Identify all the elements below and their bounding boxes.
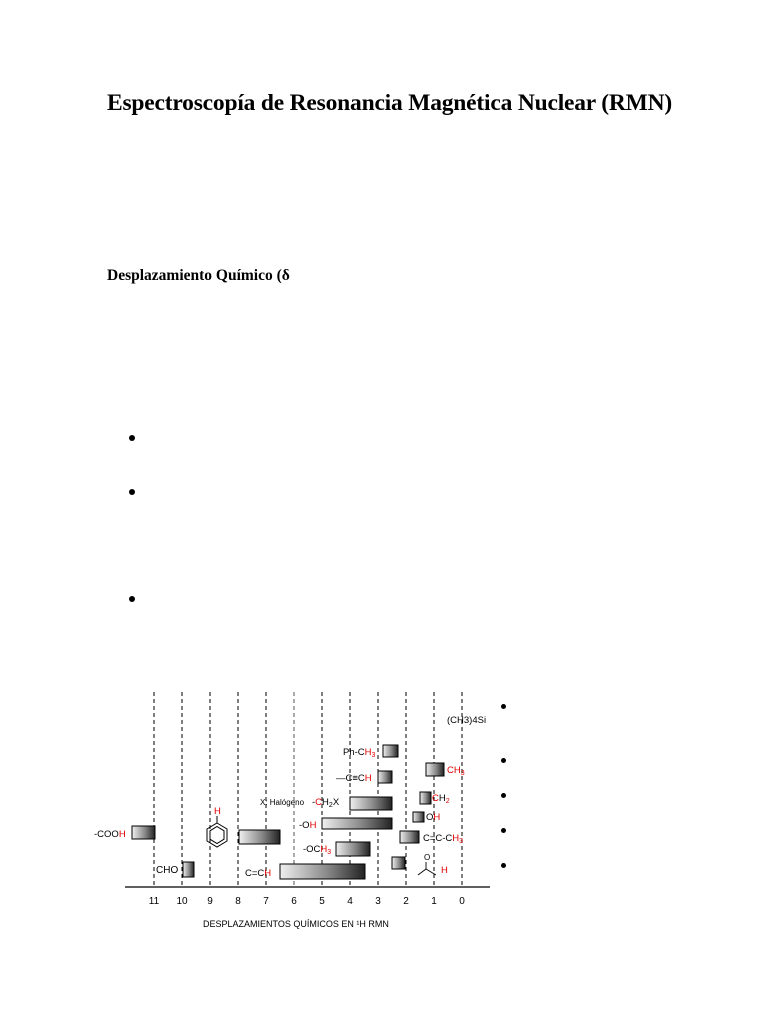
bar-cooh — [132, 826, 155, 839]
label-ch3: $CH_3$ — [447, 765, 465, 777]
tick-9: 9 — [207, 896, 213, 907]
aromatic-h-label: H — [214, 806, 221, 817]
x-axis-label: DESPLAZAMIENTOS QUÍMICOS EN ¹H RMN — [203, 919, 389, 929]
label-ph-ch3: $Ph-CH_3$ — [343, 747, 376, 759]
tick-7: 7 — [263, 896, 269, 907]
section-heading: Desplazamiento Químico (δ — [107, 267, 290, 284]
bar-ch2x — [350, 797, 392, 810]
label-oh: -OH — [299, 820, 317, 831]
bar-ch2 — [420, 792, 431, 804]
label-carbonyl-h: H — [441, 865, 448, 876]
tick-1: 1 — [431, 896, 437, 907]
tick-2: 2 — [403, 896, 409, 907]
label-allylic-ch3: $C=C-CH_3$ — [423, 833, 464, 845]
bars — [132, 745, 444, 879]
tick-5: 5 — [319, 896, 325, 907]
bar-allylic-ch3 — [400, 831, 419, 843]
label-ch2: $CH_2$ — [432, 793, 450, 805]
label-carbonyl-o: O — [424, 853, 431, 862]
tick-3: 3 — [375, 896, 381, 907]
tick-4: 4 — [347, 896, 353, 907]
label-alkene-h: C=CH — [245, 868, 272, 879]
tick-11: 11 — [148, 896, 160, 907]
bar-ch-oh — [413, 812, 424, 822]
label-cooh: -COOH — [94, 829, 126, 840]
bar-aromatic — [239, 830, 280, 844]
tick-0: 0 — [459, 896, 465, 907]
x-tick-labels — [149, 896, 465, 907]
page-title: Espectroscopía de Resonancia Magnética Nuclear (RMN) — [107, 90, 673, 116]
grid-lines — [154, 692, 462, 887]
tick-10: 10 — [176, 896, 188, 907]
tick-6: 6 — [291, 896, 297, 907]
bar-alkene-h — [280, 864, 365, 879]
label-och3: $-OCH_3$ — [303, 844, 332, 856]
bar-carbonyl-ch3 — [392, 857, 405, 869]
tick-8: 8 — [235, 896, 241, 907]
label-cho: CHO — [156, 865, 179, 876]
label-tms: (CH3)4Si — [447, 715, 487, 726]
label-ch2x: $-CH_2X$ — [312, 797, 340, 809]
bar-oh — [322, 818, 392, 829]
label-halogen: X: Halógeno — [260, 798, 305, 807]
bar-cho — [183, 862, 194, 877]
bar-och3 — [336, 842, 370, 856]
label-ch-oh: OH — [426, 812, 441, 823]
bar-ph-ch3 — [383, 745, 398, 757]
label-alkyne-h: —C≡CH — [336, 773, 372, 784]
carbonyl-skeleton-icon — [418, 862, 436, 875]
bar-ch3 — [426, 763, 444, 776]
bar-alkyne-h — [378, 771, 392, 783]
